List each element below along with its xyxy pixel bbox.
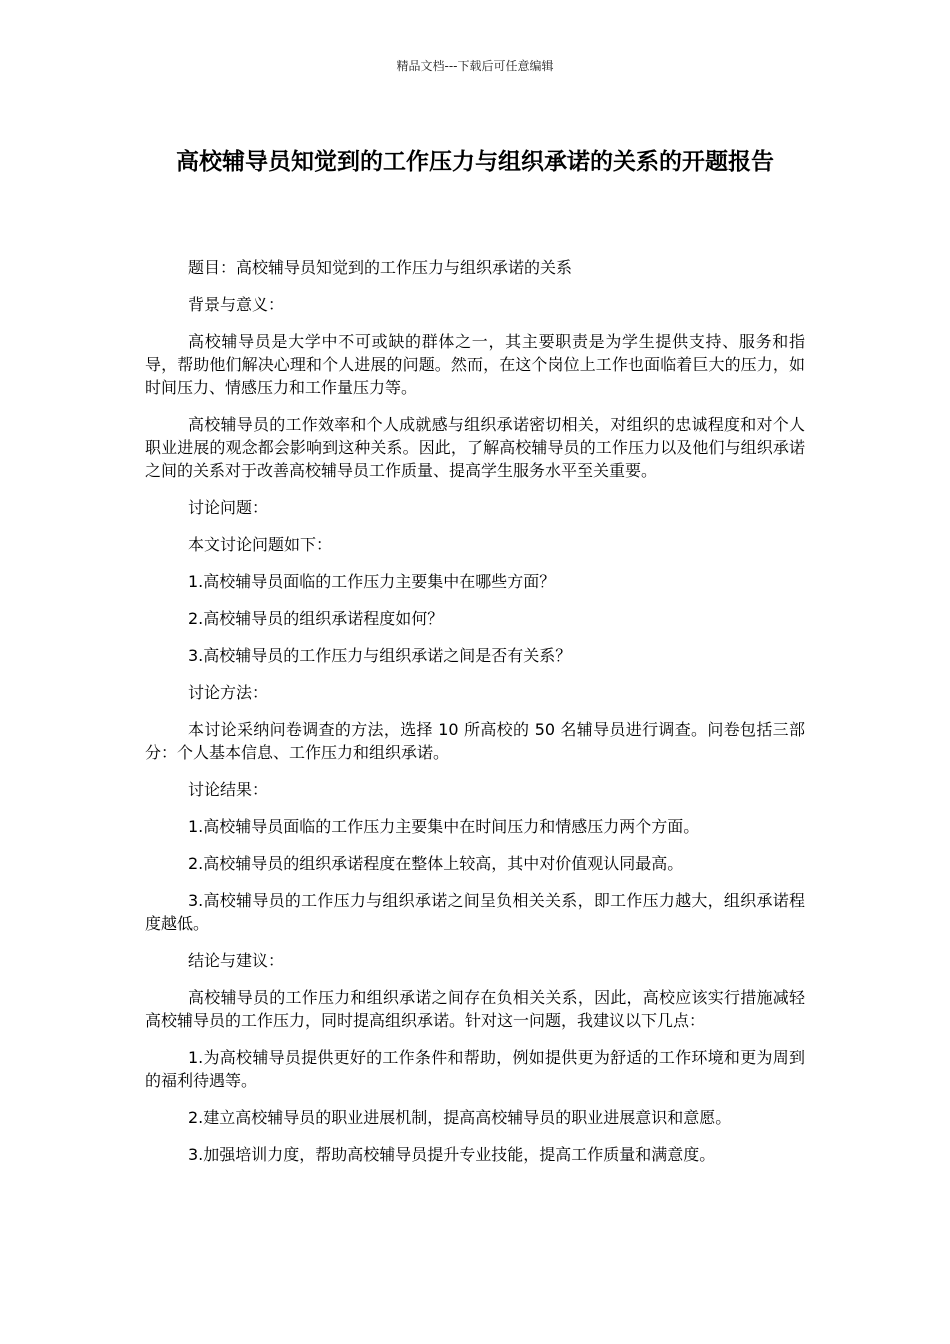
method-paragraph: 本讨论采纳问卷调查的方法，选择 10 所高校的 50 名辅导员进行调查。问卷包括三部分：个人基本信息、工作压力和组织承诺。 [145, 720, 805, 762]
result-item-3: 3.高校辅导员的工作压力与组织承诺之间呈负相关关系，即工作压力越大，组织承诺程度越低。 [145, 891, 805, 933]
conclusion-paragraph: 高校辅导员的工作压力和组织承诺之间存在负相关关系，因此，高校应该实行措施减轻高校辅导员的工作压力，同时提高组织承诺。针对这一问题，我建议以下几点： [145, 988, 805, 1030]
questions-intro: 本文讨论问题如下： [188, 535, 333, 554]
topic-line: 题目：高校辅导员知觉到的工作压力与组织承诺的关系 [188, 258, 573, 277]
section-heading-background: 背景与意义： [188, 295, 285, 314]
section-heading-results: 讨论结果： [188, 780, 269, 799]
result-item-2: 2.高校辅导员的组织承诺程度在整体上较高，其中对价值观认同最高。 [188, 854, 684, 873]
section-heading-method: 讨论方法： [188, 683, 269, 702]
question-item-1: 1.高校辅导员面临的工作压力主要集中在哪些方面？ [188, 572, 556, 591]
background-paragraph-1: 高校辅导员是大学中不可或缺的群体之一，其主要职责是为学生提供支持、服务和指导，帮助他们解决心理和个人进展的问题。然而，在这个岗位上工作也面临着巨大的压力，如时间压力、情感压力和工作量压力等。 [145, 332, 805, 397]
suggestion-item-1: 1.为高校辅导员提供更好的工作条件和帮助，例如提供更为舒适的工作环境和更为周到的福利待遇等。 [145, 1048, 805, 1090]
question-item-2: 2.高校辅导员的组织承诺程度如何？ [188, 609, 444, 628]
suggestion-item-2: 2.建立高校辅导员的职业进展机制，提高高校辅导员的职业进展意识和意愿。 [188, 1108, 732, 1127]
header-note: 精品文档---下载后可任意编辑 [396, 59, 554, 73]
suggestion-item-3: 3.加强培训力度，帮助高校辅导员提升专业技能，提高工作质量和满意度。 [188, 1145, 716, 1164]
document-body [145, 256, 805, 1180]
question-item-3: 3.高校辅导员的工作压力与组织承诺之间是否有关系？ [188, 646, 572, 665]
section-heading-questions: 讨论问题： [188, 498, 269, 517]
background-paragraph-2: 高校辅导员的工作效率和个人成就感与组织承诺密切相关，对组织的忠诚程度和对个人职业进展的观念都会影响到这种关系。因此，了解高校辅导员的工作压力以及他们与组织承诺之间的关系对于改善高校辅导员工作质量、提高学生服务水平至关重要。 [145, 415, 805, 480]
section-heading-conclusion: 结论与建议： [188, 951, 285, 970]
document-title: 高校辅导员知觉到的工作压力与组织承诺的关系的开题报告 [176, 149, 774, 175]
result-item-1: 1.高校辅导员面临的工作压力主要集中在时间压力和情感压力两个方面。 [188, 817, 700, 836]
